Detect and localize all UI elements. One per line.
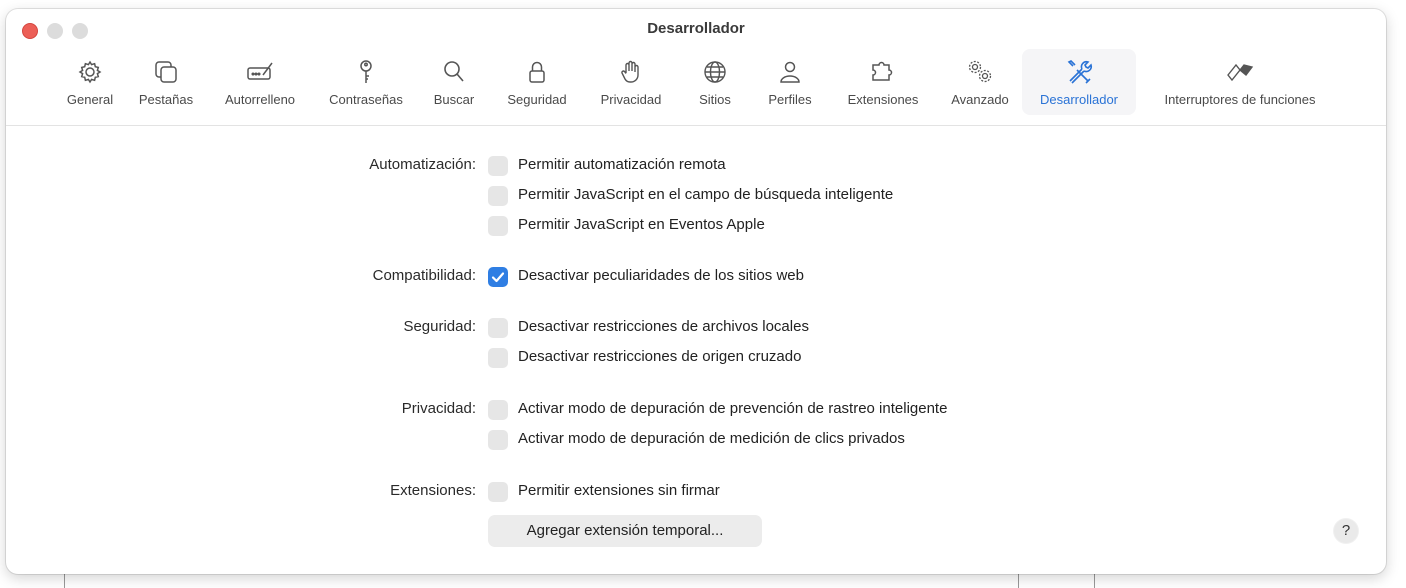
tab-label: Privacidad [600,92,662,107]
tab-autorrelleno[interactable] [212,49,308,115]
window-title: Desarrollador [647,20,745,37]
tabs-icon [151,57,181,87]
option-label: Desactivar peculiaridades de los sitios web [518,267,804,284]
tab-sitios[interactable] [686,49,744,115]
gear-icon [75,57,105,87]
automatizacion-row [6,214,1386,238]
globe-icon [700,57,730,87]
tab-label: Avanzado [951,92,1009,107]
checkbox-disable-site-quirks[interactable] [488,267,508,287]
tab-desarrollador[interactable] [1022,49,1136,115]
person-icon [775,57,805,87]
autofill-icon [245,57,275,87]
add-temporary-extension-button[interactable]: Agregar extensión temporal... [488,515,762,547]
tab-interruptores-de-funciones[interactable] [1140,49,1340,115]
option-label: Permitir JavaScript en Eventos Apple [518,216,765,233]
tab-label: General [66,92,114,107]
checkbox-private-click-debug[interactable] [488,430,508,450]
puzzle-icon [868,57,898,87]
search-icon [439,57,469,87]
tab-label: Buscar [433,92,475,107]
background-divider [1018,574,1019,588]
help-button[interactable]: ? [1334,519,1358,543]
tab-label: Sitios [699,92,731,107]
option-label: Desactivar restricciones de archivos locales [518,318,809,335]
tab-label: Extensiones [847,92,919,107]
option-label: Activar modo de depuración de prevención de rastreo inteligente [518,400,948,417]
tab-label: Seguridad [507,92,567,107]
tools-icon [1064,57,1094,87]
toolbar-divider [6,125,1386,126]
option-label: Permitir automatización remota [518,156,726,173]
compatibilidad-row [6,265,1386,289]
tab-perfiles[interactable] [756,49,824,115]
hand-icon [616,57,646,87]
tab-label: Pestañas [138,92,194,107]
lock-icon [522,57,552,87]
tab-seguridad[interactable] [494,49,580,115]
automatizacion-row [6,184,1386,208]
option-label: Desactivar restricciones de origen cruzado [518,348,802,365]
tab-extensiones[interactable] [836,49,930,115]
section-label-seguridad: Seguridad: [403,318,476,335]
automatizacion-row [6,154,1386,178]
tab-avanzado[interactable] [940,49,1020,115]
tab-label: Interruptores de funciones [1164,92,1316,107]
privacidad-row [6,428,1386,452]
key-icon [351,57,381,87]
option-label: Activar modo de depuración de medición de clics privados [518,430,905,447]
section-label-privacidad: Privacidad: [401,400,476,417]
tab-contrasenas[interactable] [318,49,414,115]
checkbox-js-smart-search[interactable] [488,186,508,206]
tab-label: Perfiles [768,92,812,107]
checkbox-disable-cross-origin[interactable] [488,348,508,368]
background-divider [64,574,65,588]
background-divider [1094,574,1095,588]
checkbox-itp-debug[interactable] [488,400,508,420]
section-label-automatizacion: Automatización: [369,156,476,173]
option-label: Permitir extensiones sin firmar [518,482,720,499]
seguridad-row [6,346,1386,370]
gears-icon [965,57,995,87]
tab-privacidad[interactable] [588,49,674,115]
extensiones-row [6,480,1386,504]
privacidad-row [6,398,1386,422]
seguridad-row [6,316,1386,340]
tab-general[interactable] [60,49,120,115]
settings-window [6,9,1386,574]
checkbox-unsigned-extensions[interactable] [488,482,508,502]
flags-icon [1225,57,1255,87]
tab-label: Desarrollador [1039,92,1119,107]
tab-label: Autorrelleno [224,92,296,107]
tab-pestanas[interactable] [130,49,202,115]
checkbox-remote-automation[interactable] [488,156,508,176]
preferences-toolbar [6,49,1386,115]
section-label-extensiones: Extensiones: [390,482,476,499]
tab-buscar[interactable] [424,49,484,115]
checkmark-icon [488,267,508,287]
checkbox-js-apple-events[interactable] [488,216,508,236]
option-label: Permitir JavaScript en el campo de búsqueda inteligente [518,186,894,203]
tab-label: Contraseñas [329,92,403,107]
checkbox-disable-local-file-restrictions[interactable] [488,318,508,338]
section-label-compatibilidad: Compatibilidad: [372,267,476,284]
